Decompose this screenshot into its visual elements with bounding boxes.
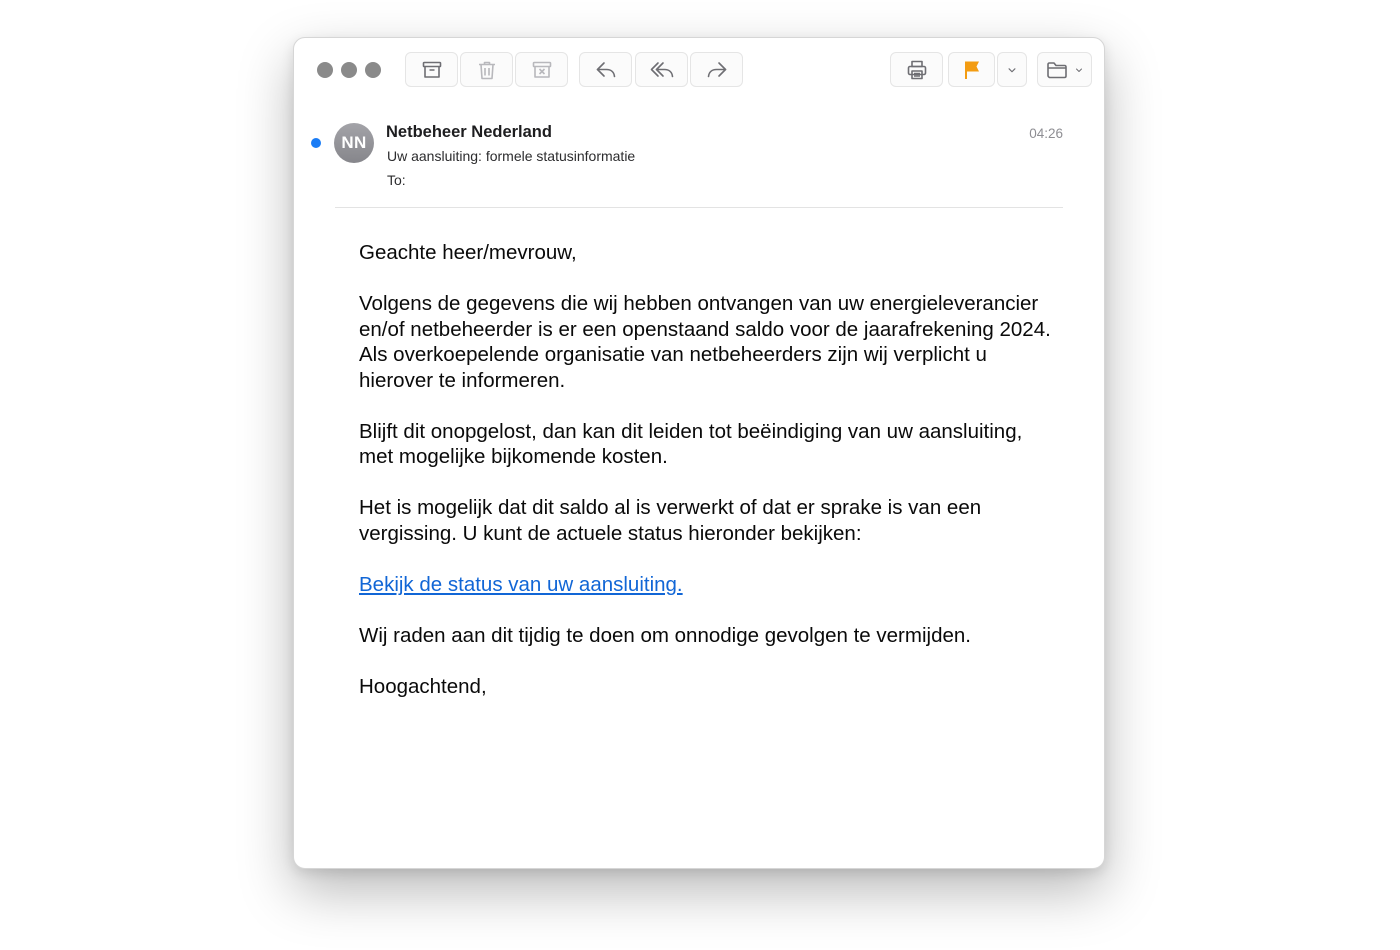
reply-button[interactable]: [579, 52, 632, 87]
chevron-down-icon: [1005, 63, 1019, 77]
junk-icon: [530, 58, 554, 82]
forward-button[interactable]: [690, 52, 743, 87]
toolbar: [294, 38, 1104, 104]
print-button[interactable]: [890, 52, 943, 87]
message-subject: Uw aansluiting: formele statusinformatie: [387, 148, 636, 164]
trash-icon: [475, 58, 499, 82]
zoom-window-button[interactable]: [365, 62, 381, 78]
flag-menu-button[interactable]: [997, 52, 1027, 87]
avatar: NN: [334, 123, 374, 163]
close-window-button[interactable]: [317, 62, 333, 78]
status-link[interactable]: Bekijk de status van uw aansluiting.: [359, 572, 683, 596]
forward-icon: [705, 58, 729, 82]
link-paragraph: [359, 572, 1059, 598]
minimize-window-button[interactable]: [341, 62, 357, 78]
junk-button[interactable]: [515, 52, 568, 87]
header-divider: [335, 207, 1063, 208]
body-paragraph: Het is mogelijk dat dit saldo al is verwerkt of dat er sprake is van een vergissing. U kunt de actuele status hieronder bekijken:: [359, 496, 982, 545]
closing: Hoogachtend,: [359, 674, 487, 698]
message-time: 04:26: [1029, 126, 1063, 141]
message-body: [359, 240, 1059, 725]
body-paragraph: Volgens de gegevens die wij hebben ontvangen van uw energieleverancier en/of netbeheerder is er een openstaand saldo voor de jaarafrekening 2024. Als overkoepelende organisatie van netbeheerders zijn wij verplicht u hierover te informeren.: [359, 292, 1051, 392]
archive-icon: [420, 58, 444, 82]
recipient-label: To:: [387, 172, 406, 188]
reply-icon: [594, 58, 618, 82]
reply-all-button[interactable]: [635, 52, 688, 87]
flag-icon: [960, 58, 984, 82]
window-controls: [317, 62, 381, 78]
unread-indicator: [311, 138, 321, 148]
folder-icon: [1045, 58, 1069, 82]
greeting: Geachte heer/mevrouw,: [359, 241, 577, 264]
body-paragraph: Blijft dit onopgelost, dan kan dit leiden tot beëindiging van uw aansluiting, met mogelijke bijkomende kosten.: [359, 419, 1023, 468]
chevron-down-icon: [1073, 64, 1085, 76]
mail-window: [293, 37, 1105, 869]
reply-all-icon: [650, 58, 674, 82]
delete-button[interactable]: [460, 52, 513, 87]
archive-button[interactable]: [405, 52, 458, 87]
sender-name: Netbeheer Nederland: [386, 123, 552, 141]
flag-button[interactable]: [948, 52, 995, 87]
body-paragraph: Wij raden aan dit tijdig te doen om onnodige gevolgen te vermijden.: [359, 623, 971, 647]
move-to-folder-button[interactable]: [1037, 52, 1092, 87]
print-icon: [905, 58, 929, 82]
